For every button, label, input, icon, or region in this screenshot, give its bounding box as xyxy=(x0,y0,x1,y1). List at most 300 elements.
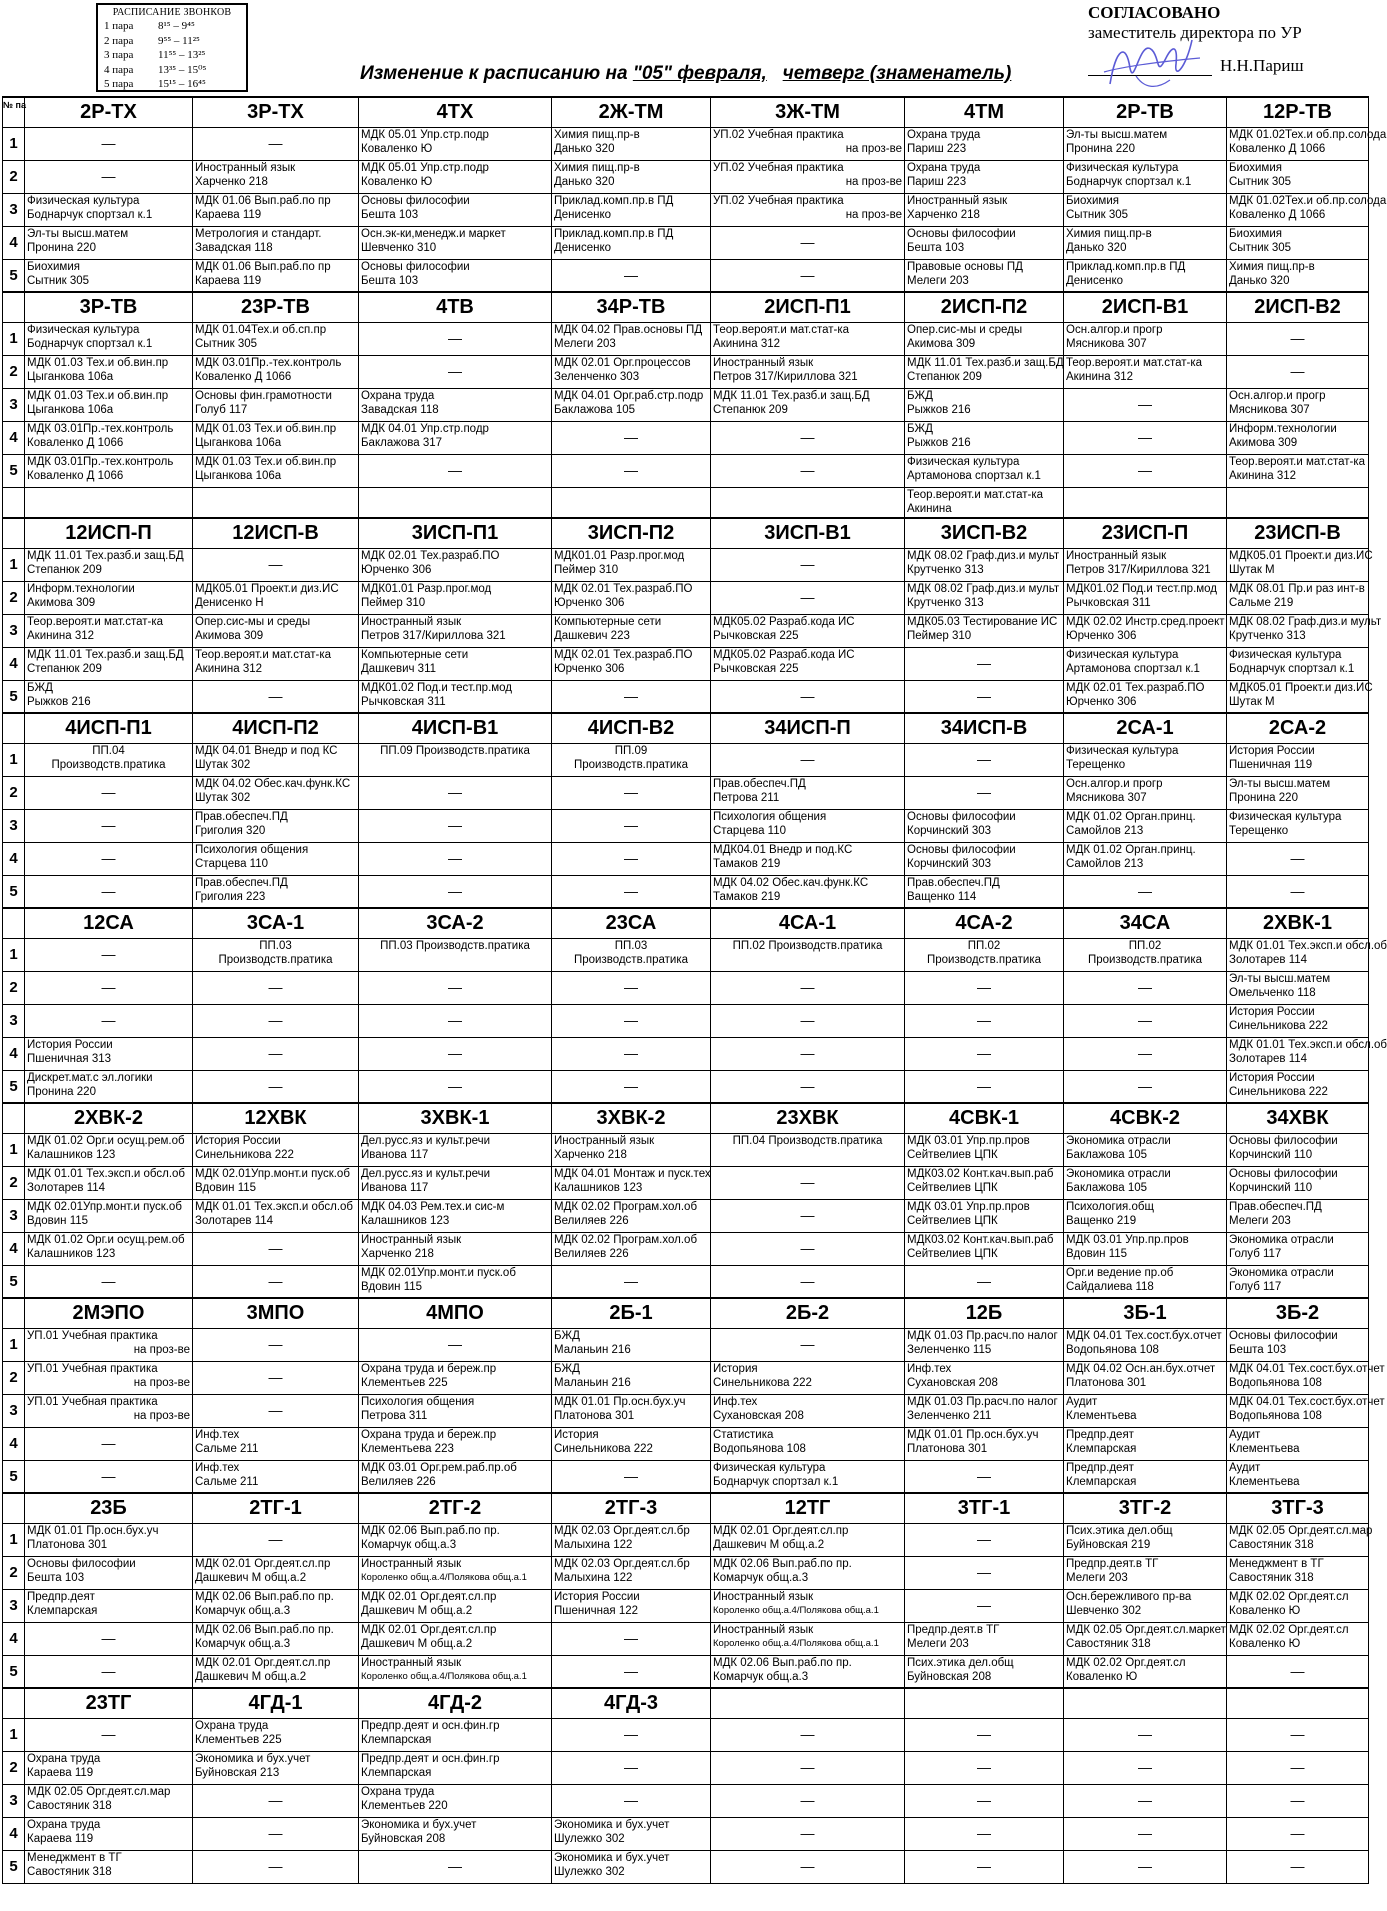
lesson-subject: МДК 02.03 Орг.деят.сл.бр xyxy=(554,1524,690,1537)
lesson-subject: — xyxy=(448,883,462,899)
lesson-cell xyxy=(552,971,711,1004)
lesson-number: 2 xyxy=(3,581,25,614)
lesson-teacher: Караева 119 xyxy=(27,1833,94,1845)
lesson-cell xyxy=(25,1523,193,1556)
lesson-cell xyxy=(359,743,552,776)
lesson-cell xyxy=(711,355,905,388)
lesson-teacher: Короленко общ.а.4/Полякова общ.а.1 xyxy=(713,1605,879,1616)
lesson-teacher: Харченко 218 xyxy=(195,176,268,188)
lesson-subject: Экономика отрасли xyxy=(1066,1167,1171,1180)
lesson-subject: — xyxy=(101,1012,116,1029)
lesson-teacher: Сальме 211 xyxy=(195,1476,259,1488)
lesson-subject: МДК01.02 Под.и тест.пр.мод xyxy=(1066,582,1218,595)
lesson-subject: Иностранный язык xyxy=(361,615,462,628)
lesson-teacher: Пронина 220 xyxy=(27,1086,96,1098)
lesson-subject: МДК 01.04Тех.и об.сп.пр xyxy=(195,323,327,336)
lesson-teacher: Голуб 117 xyxy=(195,404,248,416)
lesson-cell xyxy=(359,1265,552,1298)
lesson-subject: МДК 03.01 Упр.пр.пров xyxy=(907,1134,1030,1147)
lesson-subject: Охрана труда и береж.пр xyxy=(361,1362,497,1375)
lesson-number: 1 xyxy=(3,127,25,160)
lesson-subject: МДК 05.01 Упр.стр.подр xyxy=(361,161,489,174)
lesson-subject: Менеджмент в ТГ xyxy=(27,1851,122,1864)
lesson-cell xyxy=(359,226,552,259)
lesson-cell xyxy=(193,1784,359,1817)
lesson-cell xyxy=(905,680,1064,713)
lesson-teacher: Корчинский 110 xyxy=(1229,1182,1313,1194)
lesson-subject: — xyxy=(800,1174,815,1191)
lesson-cell xyxy=(1064,1718,1227,1751)
lesson-cell xyxy=(711,1589,905,1622)
lesson-teacher: Караева 119 xyxy=(27,1767,94,1779)
lesson-teacher: Пшеничная 122 xyxy=(554,1605,639,1617)
lesson-teacher: Петров 317/Кириллова 321 xyxy=(713,371,858,383)
group-header-row xyxy=(3,518,1369,548)
lesson-cell xyxy=(711,842,905,875)
lesson-subject: — xyxy=(1138,1858,1152,1875)
group-name: 4СА-2 xyxy=(905,908,1064,938)
lesson-cell xyxy=(193,1037,359,1070)
lesson-cell xyxy=(905,809,1064,842)
lesson-subject: Иностранный язык xyxy=(361,1233,462,1246)
lesson-teacher: Клемпарская xyxy=(1066,1476,1137,1488)
lesson-cell xyxy=(25,1394,193,1427)
lesson-row xyxy=(3,1784,1369,1817)
lesson-cell xyxy=(359,1166,552,1199)
lesson-teacher: Комарчук общ.а.3 xyxy=(195,1638,291,1650)
lesson-teacher: Рычковская 311 xyxy=(1066,597,1151,609)
lesson-subject: — xyxy=(268,556,283,573)
lesson-number: 3 xyxy=(3,1784,25,1817)
lesson-cell xyxy=(905,1199,1064,1232)
lesson-cell xyxy=(25,1166,193,1199)
lesson-teacher: Крутченко 313 xyxy=(907,597,984,609)
lesson-teacher: Вдовин 115 xyxy=(1066,1248,1128,1260)
lesson-cell xyxy=(193,226,359,259)
lesson-cell xyxy=(711,776,905,809)
lesson-cell xyxy=(1227,1751,1369,1784)
lesson-subject: Основы философии xyxy=(27,1557,136,1570)
lesson-subject: Охрана труда xyxy=(27,1818,101,1831)
lesson-cell xyxy=(1227,421,1369,454)
lesson-subject: МДК 02.06 Вып.раб.по пр. xyxy=(195,1623,334,1636)
lesson-cell xyxy=(1064,487,1227,518)
lesson-subject: — xyxy=(448,1078,462,1094)
lesson-teacher: Акинина 312 xyxy=(1066,371,1134,383)
lesson-subject: — xyxy=(268,1273,283,1289)
lesson-cell xyxy=(193,647,359,680)
lesson-teacher: Рычковская 225 xyxy=(713,663,799,675)
lesson-subject: — xyxy=(977,1531,991,1548)
lesson-subject: — xyxy=(448,817,462,834)
lesson-teacher: Клементьева xyxy=(1229,1476,1300,1488)
lesson-subject: МДК 02.05 Орг.деят.сл.мар xyxy=(27,1785,171,1798)
lesson-cell xyxy=(359,1232,552,1265)
group-header-row xyxy=(3,908,1369,938)
lesson-subject: — xyxy=(624,817,638,834)
lesson-subject: Физическая культура xyxy=(1066,161,1179,174)
lesson-teacher: Юрченко 306 xyxy=(1066,696,1137,708)
lesson-subject: — xyxy=(448,462,462,479)
lesson-subject: — xyxy=(800,688,815,704)
lesson-cell xyxy=(25,1037,193,1070)
lesson-teacher: Акимова 309 xyxy=(907,338,976,350)
lesson-cell xyxy=(711,127,905,160)
lesson-teacher: Пеймер 310 xyxy=(361,597,426,609)
lesson-cell xyxy=(711,160,905,193)
lesson-row xyxy=(3,743,1369,776)
lesson-cell xyxy=(25,322,193,355)
lesson-cell xyxy=(25,1133,193,1166)
lesson-row xyxy=(3,1361,1369,1394)
lesson-teacher: Боднарчук спортзал к.1 xyxy=(27,338,153,350)
lesson-subject: — xyxy=(977,1012,991,1029)
lesson-cell xyxy=(711,743,905,776)
lesson-subject: — xyxy=(800,1240,815,1257)
lesson-teacher: Пронина 220 xyxy=(1066,143,1135,155)
lesson-teacher: Клемпарская xyxy=(361,1767,432,1779)
lesson-teacher: Клемпарская xyxy=(1066,1443,1137,1455)
lesson-cell xyxy=(193,1265,359,1298)
lesson-cell xyxy=(552,1133,711,1166)
lesson-cell xyxy=(359,454,552,487)
lesson-cell xyxy=(1227,355,1369,388)
lesson-cell xyxy=(25,938,193,971)
lesson-teacher: Дашкевич М общ.а.2 xyxy=(713,1539,825,1551)
bell-row xyxy=(104,63,240,78)
lesson-subject: ПП.02 xyxy=(1128,939,1162,952)
lesson-subject: ПП.03 xyxy=(614,939,648,952)
lesson-subject: МДК 02.02 Орг.деят.сл xyxy=(1066,1656,1186,1669)
lesson-cell xyxy=(193,809,359,842)
lesson-subject: Менеджмент в ТГ xyxy=(1229,1557,1324,1570)
lesson-teacher: Цыганкова 106а xyxy=(195,437,282,449)
group-name: 3МПО xyxy=(193,1298,359,1328)
lesson-teacher: на проз-ве xyxy=(845,209,902,221)
lesson-cell xyxy=(552,1523,711,1556)
lesson-teacher: Савостяник 318 xyxy=(1229,1539,1314,1551)
lesson-number: 4 xyxy=(3,1232,25,1265)
lesson-cell xyxy=(25,809,193,842)
lesson-cell xyxy=(905,1004,1064,1037)
lesson-subject: — xyxy=(101,1468,116,1484)
lesson-subject: МДК 05.01 Упр.стр.подр xyxy=(361,128,489,141)
lesson-subject: Предпр.деят xyxy=(1066,1461,1134,1474)
lesson-cell xyxy=(552,1265,711,1298)
lesson-subject: Инф.тех xyxy=(713,1395,758,1408)
lesson-cell xyxy=(1064,1133,1227,1166)
lesson-cell xyxy=(552,1328,711,1361)
lesson-subject: МДК 02.02 Програм.хол.об xyxy=(554,1233,698,1246)
lesson-subject: Эл-ты высш.матем xyxy=(1066,128,1168,141)
lesson-cell xyxy=(1064,388,1227,421)
lesson-cell xyxy=(1064,1328,1227,1361)
lesson-cell xyxy=(905,421,1064,454)
lesson-subject: Прав.обеспеч.ПД xyxy=(713,777,806,790)
lesson-teacher: Цыганкова 106а xyxy=(195,470,282,482)
lesson-cell xyxy=(25,1850,193,1883)
lesson-teacher: Баклажова 105 xyxy=(554,404,636,416)
lesson-subject: Экономика отрасли xyxy=(1229,1233,1334,1246)
lesson-cell xyxy=(193,1199,359,1232)
lesson-cell xyxy=(359,680,552,713)
lesson-teacher: Акимова 309 xyxy=(1229,437,1298,449)
title-day: четверг (знаменатель) xyxy=(782,63,1012,84)
lesson-teacher: Баклажова 105 xyxy=(1066,1149,1148,1161)
lesson-teacher: Савостяник 318 xyxy=(1229,1572,1314,1584)
lesson-cell xyxy=(1064,1817,1227,1850)
lesson-subject: История России xyxy=(554,1590,640,1603)
lesson-number: 3 xyxy=(3,809,25,842)
lesson-subject: БЖД xyxy=(554,1329,580,1342)
lesson-teacher: Цыганкова 106а xyxy=(27,404,114,416)
group-name: 2ТГ-1 xyxy=(193,1493,359,1523)
lesson-cell xyxy=(1064,226,1227,259)
lesson-subject: БЖД xyxy=(554,1362,580,1375)
lesson-row xyxy=(3,1133,1369,1166)
lesson-teacher: Вдовин 115 xyxy=(361,1281,423,1293)
lesson-subject: — xyxy=(624,1012,638,1029)
lesson-subject: — xyxy=(448,1012,462,1029)
lesson-subject: МДК05.01 Проект.и диз.ИС xyxy=(1229,681,1373,694)
lesson-row xyxy=(3,355,1369,388)
lesson-cell xyxy=(193,1622,359,1655)
bell-row xyxy=(104,19,240,34)
lesson-subject: — xyxy=(624,883,638,899)
lesson-teacher: Данько 320 xyxy=(1229,275,1290,287)
lesson-teacher: Зеленченко 211 xyxy=(907,1410,992,1422)
lesson-subject: История России xyxy=(1229,1071,1315,1084)
lesson-cell xyxy=(193,1523,359,1556)
lesson-subject: МДК 04.01 Внедр и под КС xyxy=(195,744,338,757)
lesson-subject: МДК 08.02 Граф.диз.и мульт xyxy=(1229,615,1382,628)
lesson-row xyxy=(3,842,1369,875)
lesson-teacher: Золотарев 114 xyxy=(1229,1053,1308,1065)
lesson-subject: Осн.эк-ки,менедж.и маркет xyxy=(361,227,506,240)
lesson-subject: Предпр.деят.в ТГ xyxy=(1066,1557,1159,1570)
lesson-subject: МДК05.01 Проект.и диз.ИС xyxy=(1229,549,1373,562)
lesson-row xyxy=(3,1556,1369,1589)
lesson-subject: — xyxy=(977,784,991,801)
lesson-cell xyxy=(552,548,711,581)
lesson-subject: МДК 01.02 Орган.принц. xyxy=(1066,843,1196,856)
group-name: 3Б-2 xyxy=(1227,1298,1369,1328)
lesson-subject: ПП.02 xyxy=(967,939,1001,952)
lesson-subject: ПП.09 xyxy=(614,744,648,757)
lesson-cell xyxy=(711,1427,905,1460)
lesson-subject: УП.01 Учебная практика xyxy=(27,1329,158,1342)
lesson-teacher: Короленко общ.а.4/Полякова общ.а.1 xyxy=(361,1572,527,1583)
lesson-subject: Правовые основы ПД xyxy=(907,260,1023,273)
lesson-subject: МДК 01.03 Тех.и об.вин.пр xyxy=(27,389,169,402)
group-name: 34ХВК xyxy=(1227,1103,1369,1133)
lesson-subject: МДК 02.01 Орг.деят.сл.пр xyxy=(713,1524,849,1537)
lesson-subject: МДК 03.01Пр.-тех.контроль xyxy=(27,422,174,435)
lesson-teacher: Завадская 118 xyxy=(195,242,273,254)
lesson-subject: Физическая культура xyxy=(27,323,140,336)
lesson-teacher: Коваленко Ю xyxy=(1229,1638,1301,1650)
lesson-subject: МДК 08.02 Граф.диз.и мульт xyxy=(907,582,1060,595)
lesson-subject: — xyxy=(800,751,815,768)
lesson-subject: — xyxy=(1290,1858,1305,1875)
group-name: 2Б-2 xyxy=(711,1298,905,1328)
lesson-cell xyxy=(711,1394,905,1427)
lesson-cell xyxy=(905,1655,1064,1688)
lesson-cell xyxy=(905,1589,1064,1622)
lesson-cell xyxy=(193,1718,359,1751)
lesson-subject: МДК01.02 Под.и тест.пр.мод xyxy=(361,681,513,694)
group-name: 4ГД-2 xyxy=(359,1688,552,1718)
lesson-subject: Иностранный язык xyxy=(195,161,296,174)
lesson-cell xyxy=(1227,1328,1369,1361)
lesson-cell xyxy=(193,614,359,647)
lesson-cell xyxy=(711,1751,905,1784)
lesson-subject: — xyxy=(977,979,991,996)
lesson-subject: — xyxy=(977,1045,991,1062)
lesson-cell xyxy=(359,193,552,226)
lesson-cell xyxy=(1064,127,1227,160)
lesson-cell xyxy=(552,776,711,809)
lesson-subject: Прав.обеспеч.ПД xyxy=(195,810,288,823)
lesson-teacher: Синельникова 222 xyxy=(713,1377,812,1389)
lesson-cell xyxy=(1227,809,1369,842)
lesson-subject: — xyxy=(624,1663,638,1679)
lesson-cell xyxy=(905,1232,1064,1265)
lesson-subject: — xyxy=(977,688,991,704)
lesson-teacher: Шутак 302 xyxy=(195,759,251,771)
lesson-cell xyxy=(359,1394,552,1427)
lesson-subject: МДК 02.06 Вып.раб.по пр. xyxy=(713,1557,852,1570)
lesson-cell xyxy=(905,743,1064,776)
lesson-subject: Экономика и бух.учет xyxy=(554,1851,670,1864)
lesson-cell xyxy=(193,1556,359,1589)
lesson-cell xyxy=(711,487,905,518)
lesson-cell xyxy=(1227,548,1373,581)
approval-role: заместитель директора по УР xyxy=(1088,23,1302,42)
lesson-teacher: Денисенко xyxy=(554,209,612,221)
lesson-teacher: Синельникова 222 xyxy=(195,1149,294,1161)
lesson-teacher: Золотарев 114 xyxy=(1229,954,1308,966)
lesson-row xyxy=(3,1037,1369,1070)
lesson-cell xyxy=(711,1199,905,1232)
lesson-subject: УП.02 Учебная практика xyxy=(713,194,844,207)
lesson-teacher: Григолия 320 xyxy=(195,825,266,837)
lesson-cell xyxy=(552,1784,711,1817)
lesson-subject: — xyxy=(448,363,462,380)
lesson-teacher: Данько 320 xyxy=(554,143,615,155)
lesson-cell xyxy=(552,1070,711,1103)
lesson-cell xyxy=(1064,1037,1227,1070)
lesson-subject: — xyxy=(977,1468,991,1484)
lesson-subject: Эл-ты высш.матем xyxy=(1229,777,1331,790)
bell-pair: 1 пара xyxy=(104,20,134,32)
lesson-number: 5 xyxy=(3,1460,25,1493)
group-name: 3ИСП-П1 xyxy=(359,518,552,548)
lesson-cell xyxy=(905,355,1064,388)
schedule-grid xyxy=(2,96,1387,1884)
lesson-cell xyxy=(1064,1850,1227,1883)
lesson-subject: Охрана труда и береж.пр xyxy=(361,1428,497,1441)
lesson-subject: — xyxy=(268,1045,283,1062)
lesson-number: 4 xyxy=(3,226,25,259)
lesson-cell xyxy=(359,971,552,1004)
lesson-subject: МДК 01.03 Пр.расч.по налог xyxy=(907,1329,1058,1342)
lesson-subject: Инф.тех xyxy=(195,1428,240,1441)
lesson-subject: ПП.04 Производств.пратика xyxy=(732,1134,883,1147)
lesson-number: 2 xyxy=(3,1361,25,1394)
lesson-cell xyxy=(552,1199,711,1232)
lesson-subject: МДК 02.02 Програм.хол.об xyxy=(554,1200,698,1213)
lesson-cell xyxy=(193,548,359,581)
lesson-subject: — xyxy=(101,1663,116,1679)
lesson-subject: — xyxy=(977,655,991,672)
lesson-cell xyxy=(1227,1718,1369,1751)
group-name: 4ИСП-П2 xyxy=(193,713,359,743)
group-name: 12ИСП-П xyxy=(25,518,193,548)
lesson-cell xyxy=(1064,842,1227,875)
lesson-cell xyxy=(359,1655,552,1688)
lesson-cell xyxy=(1064,743,1227,776)
lesson-teacher: Бешта 103 xyxy=(27,1572,85,1584)
lesson-subject: МДК05.01 Проект.и диз.ИС xyxy=(195,582,339,595)
lesson-subject: МДК 01.06 Вып.раб.по пр xyxy=(195,260,331,273)
lesson-cell xyxy=(905,1361,1064,1394)
lesson-subject: — xyxy=(101,850,116,867)
lesson-subject: Химия пищ.пр-в xyxy=(554,128,640,141)
bell-row xyxy=(104,77,240,92)
lesson-teacher: Париш 223 xyxy=(907,143,967,155)
lesson-teacher: Мясникова 307 xyxy=(1066,338,1147,350)
lesson-subject: Метрология и стандарт. xyxy=(195,227,322,240)
lesson-subject: Охрана труда xyxy=(361,389,435,402)
lesson-subject: — xyxy=(101,1630,116,1647)
lesson-teacher: Мелеги 203 xyxy=(907,275,969,287)
lesson-subject: Охрана труда xyxy=(195,1719,269,1732)
lesson-subject: — xyxy=(268,1792,283,1809)
lesson-cell xyxy=(1064,776,1227,809)
lesson-cell xyxy=(359,1427,552,1460)
lesson-subject: МДК 01.02 Орг.и осущ.рем.об xyxy=(27,1134,185,1147)
lesson-cell xyxy=(193,1004,359,1037)
lesson-cell xyxy=(1064,1589,1227,1622)
lesson-teacher: Иванова 117 xyxy=(361,1149,429,1161)
lesson-cell xyxy=(905,1817,1064,1850)
group-name: 23ИСП-П xyxy=(1064,518,1227,548)
lesson-row xyxy=(3,809,1369,842)
lesson-subject: Физическая культура xyxy=(1229,810,1342,823)
group-name: 2Ж-ТМ xyxy=(552,97,711,127)
lesson-subject: — xyxy=(977,1825,991,1842)
lesson-cell xyxy=(193,355,359,388)
lesson-number: 5 xyxy=(3,875,25,908)
lesson-subject: — xyxy=(624,1468,638,1484)
lesson-subject: ПП.03 Производств.пратика xyxy=(380,939,530,952)
lesson-teacher: Степанюк 209 xyxy=(27,564,102,576)
lesson-subject: МДК 02.01 Орг.процессов xyxy=(554,356,691,369)
group-name xyxy=(1227,1688,1369,1718)
lesson-subject: — xyxy=(448,784,462,801)
lesson-cell xyxy=(711,1166,905,1199)
lesson-cell xyxy=(711,548,905,581)
lesson-number: 4 xyxy=(3,421,25,454)
lesson-cell xyxy=(552,581,711,614)
lesson-subject: — xyxy=(800,1759,815,1776)
lesson-cell xyxy=(359,1199,552,1232)
group-name xyxy=(905,1688,1064,1718)
lesson-subject: МДК 01.02Тех.и об.пр.солода xyxy=(1229,128,1387,141)
lesson-number: 1 xyxy=(3,1133,25,1166)
lesson-row xyxy=(3,1718,1369,1751)
